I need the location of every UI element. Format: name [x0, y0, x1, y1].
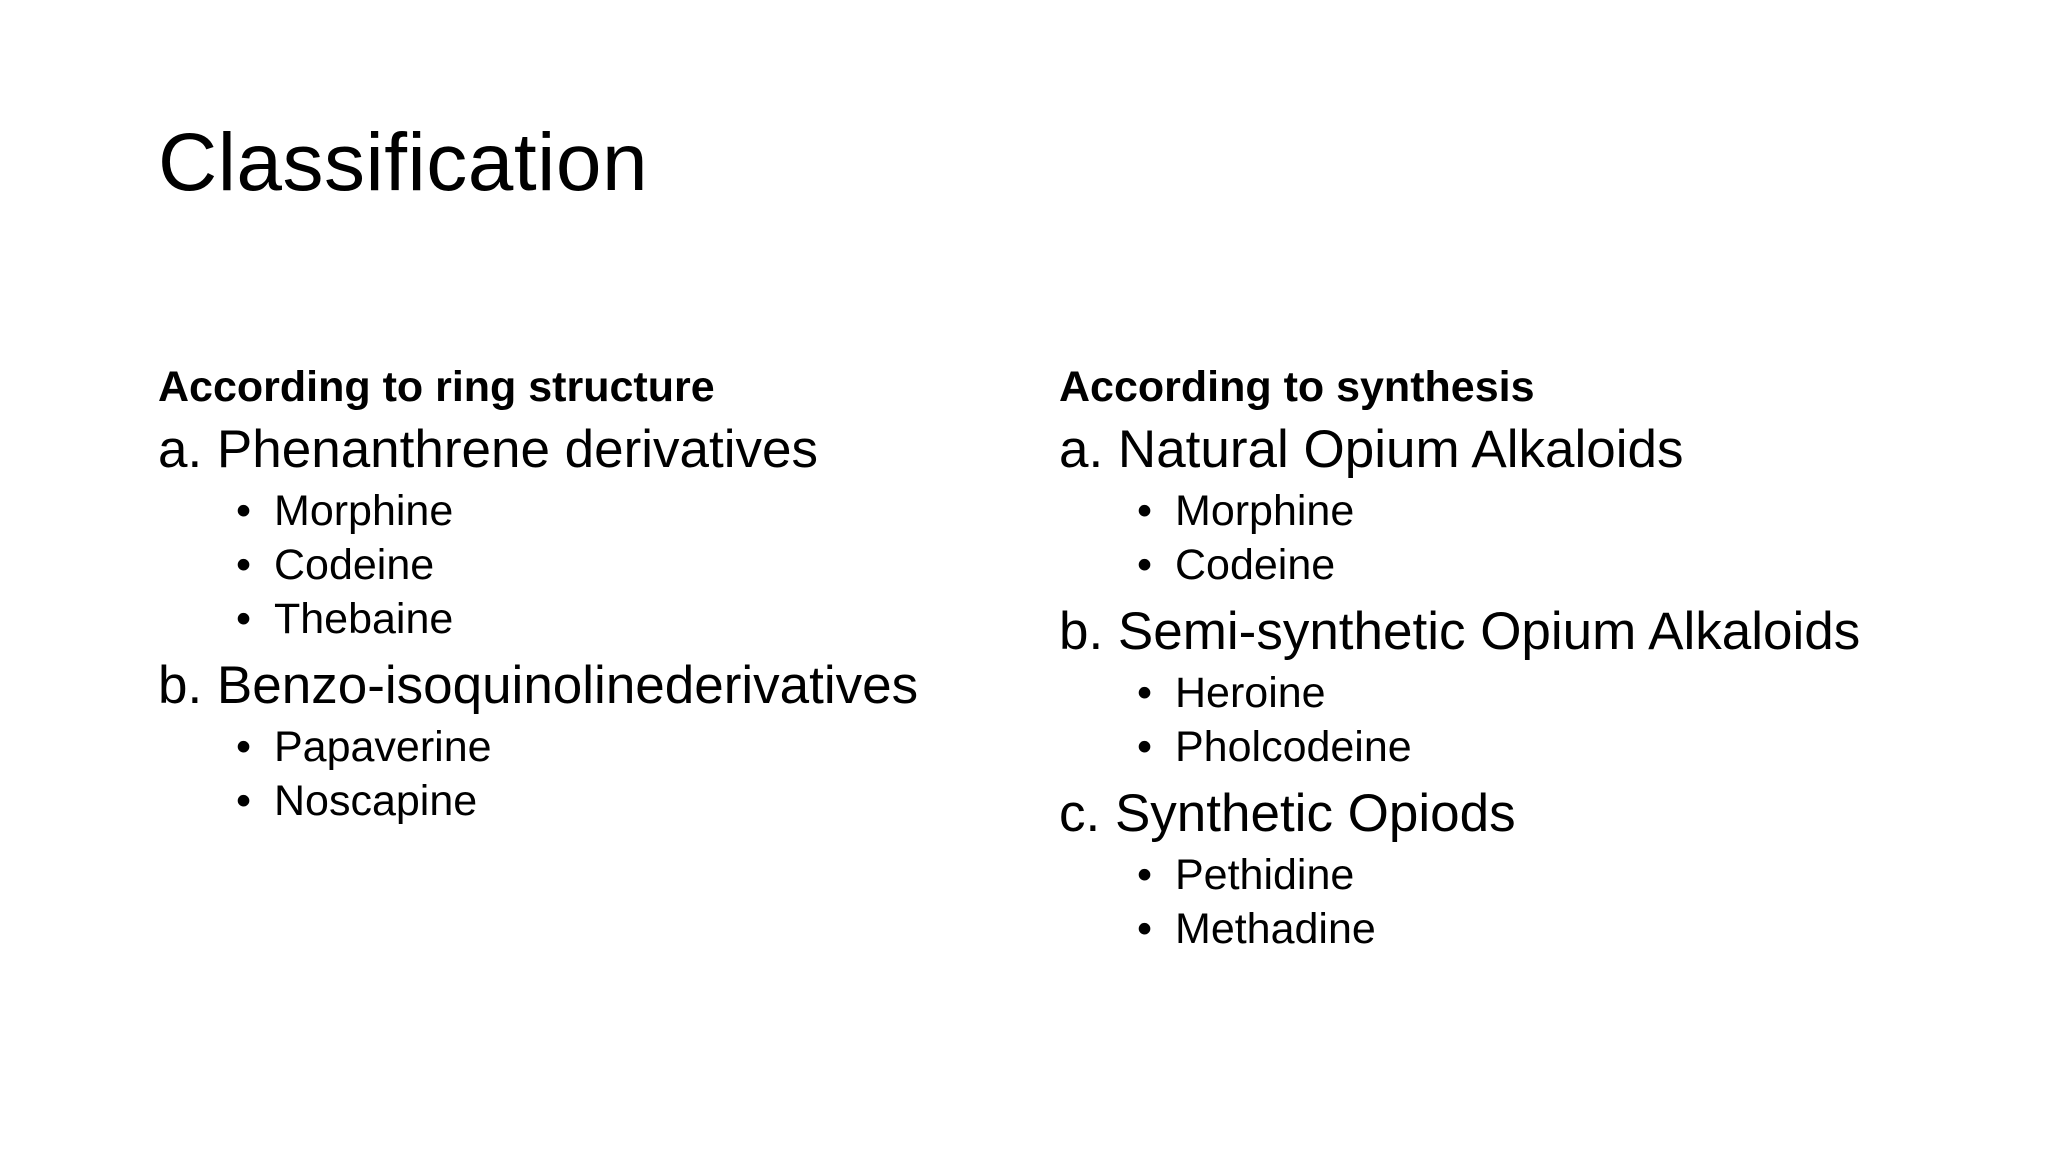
column-ring-structure: [158, 358, 1018, 834]
list-item-label: Methadine: [1175, 905, 1376, 953]
bullet-icon: •: [236, 541, 252, 589]
bullet-icon: •: [236, 777, 252, 825]
list-item: [158, 774, 1018, 828]
column-heading: According to ring structure: [158, 363, 715, 411]
list-item-label: Morphine: [1175, 487, 1355, 535]
column-synthesis: [1059, 358, 1919, 962]
list-item: [158, 538, 1018, 592]
list-item-label: Thebaine: [274, 595, 454, 643]
bullet-icon: •: [1137, 669, 1153, 717]
bullet-icon: •: [1137, 905, 1153, 953]
group-label: a. Natural Opium Alkaloids: [1059, 420, 1684, 479]
group-synthetic-opioids: [1059, 780, 1919, 956]
bullet-icon: •: [1137, 541, 1153, 589]
item-list: [1059, 484, 1919, 592]
group-label: b. Benzo-isoquinolinederivatives: [158, 656, 919, 715]
list-item-label: Heroine: [1175, 669, 1326, 717]
group-label: a. Phenanthrene derivatives: [158, 420, 818, 479]
group-semi-synthetic-alkaloids: [1059, 598, 1919, 774]
list-item: [158, 592, 1018, 646]
item-list: [1059, 848, 1919, 956]
list-item-label: Pholcodeine: [1175, 723, 1412, 771]
list-item: [1059, 538, 1919, 592]
bullet-icon: •: [236, 487, 252, 535]
list-item-label: Papaverine: [274, 723, 492, 771]
list-item: [1059, 720, 1919, 774]
list-item: [1059, 666, 1919, 720]
list-item-label: Pethidine: [1175, 851, 1355, 899]
bullet-icon: •: [236, 595, 252, 643]
item-list: [158, 484, 1018, 646]
list-item-label: Codeine: [1175, 541, 1336, 589]
bullet-icon: •: [1137, 723, 1153, 771]
item-list: [1059, 666, 1919, 774]
bullet-icon: •: [1137, 851, 1153, 899]
bullet-icon: •: [1137, 487, 1153, 535]
bullet-icon: •: [236, 723, 252, 771]
group-label: c. Synthetic Opiods: [1059, 784, 1516, 843]
group-benzo-isoquinoline: [158, 652, 1018, 828]
list-item: [1059, 902, 1919, 956]
group-phenanthrene: [158, 416, 1018, 646]
list-item-label: Morphine: [274, 487, 454, 535]
list-item-label: Noscapine: [274, 777, 478, 825]
item-list: [158, 720, 1018, 828]
list-item: [158, 484, 1018, 538]
column-heading: According to synthesis: [1059, 363, 1535, 411]
list-item: [1059, 848, 1919, 902]
list-item: [158, 720, 1018, 774]
group-natural-alkaloids: [1059, 416, 1919, 592]
group-label: b. Semi-synthetic Opium Alkaloids: [1059, 602, 1861, 661]
list-item: [1059, 484, 1919, 538]
list-item-label: Codeine: [274, 541, 435, 589]
slide-title: Classification: [158, 117, 649, 208]
